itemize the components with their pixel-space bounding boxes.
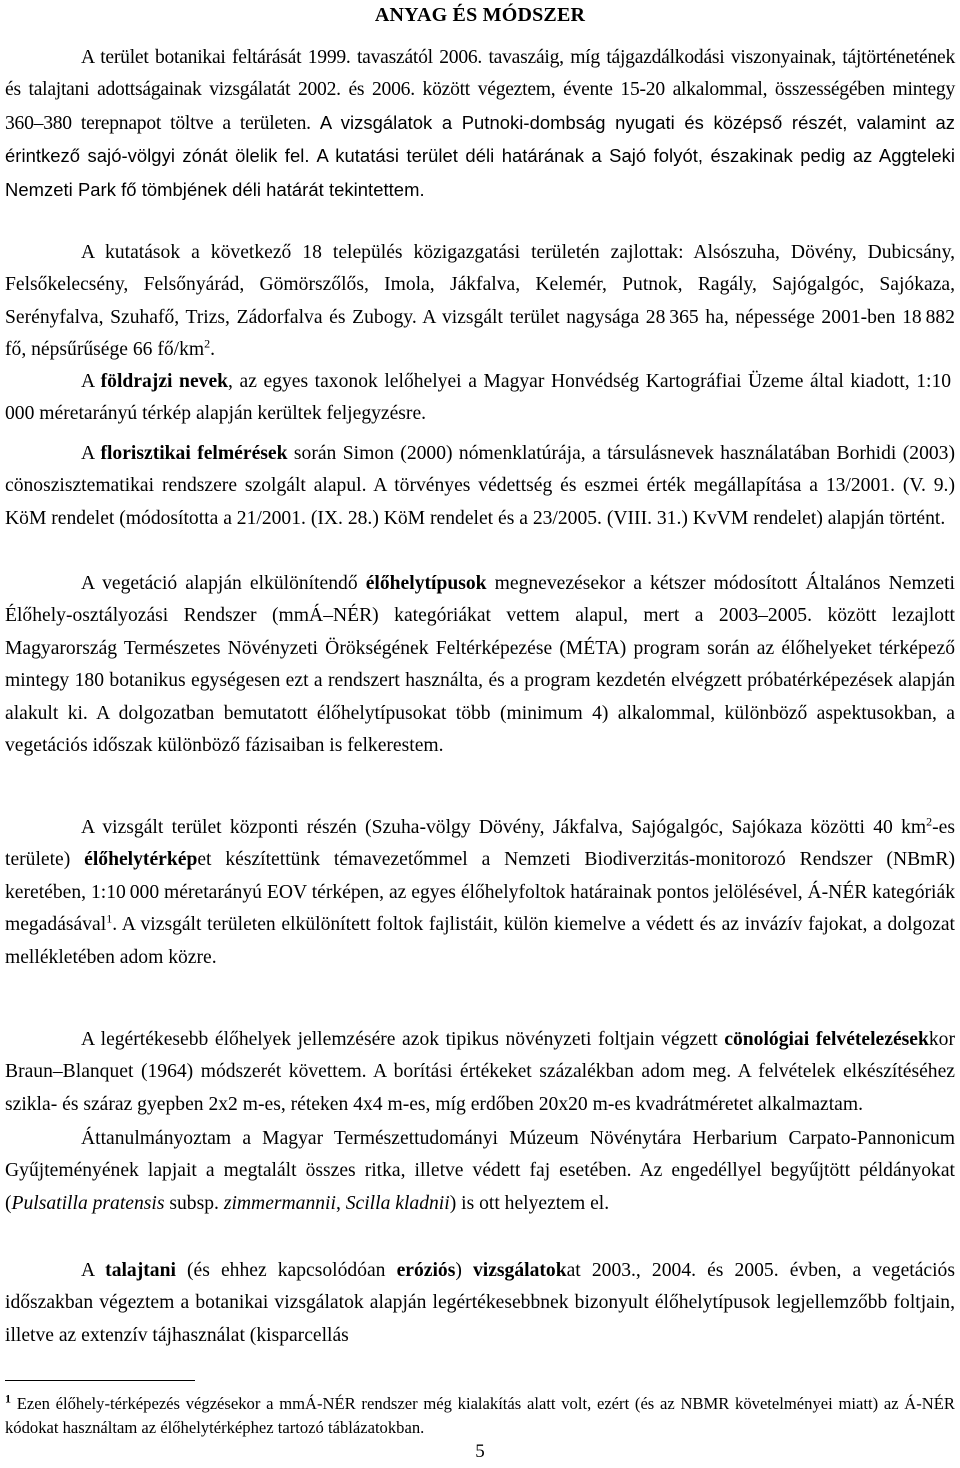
section-heading: ANYAG ÉS MÓDSZER xyxy=(374,4,586,26)
paragraph-text: A kutatások a következő 18 település közigazgatási területén zajlottak: Alsószuha, Dövény, Dubicsány, Felsőkelecsény, Felsőnyárád, Gömörszőlős, Imola, Jákfalva, Kelemér, Putnok, Ragály, Sajógalgóc, Sajókaza, Serényfalva, Szuhafő, Trizs, Zádorfalva és Zubogy. xyxy=(5,242,955,328)
paragraph-text: , xyxy=(335,1192,346,1214)
page-number: 5 xyxy=(475,1441,485,1462)
paragraph-text: Áttanulmányoztam a Magyar Természettudományi Múzeum Növénytára Herbarium Carpato-Pannonicum Gyűjteményének lapjait a megtalált összes ritka, illetve védett faj esetében. Az engedéllyel begyűjtött példányokat ( xyxy=(5,1128,955,1214)
paragraph-text: at 2003., 2004. és 2005. évben, a vegetációs időszakban végeztem a botanikai vizsgálatok alapján legértékesebbnek bizonyult élőhelytípusok legjellemzőbb foltjain, illetve az extenzív tájhasználat (kisparcellás xyxy=(5,1260,955,1346)
paragraph-text: A kutatási terület déli határának a Sajó folyót, északinak pedig az Aggteleki Nemzeti Park fő tömbjének déli határát tekintettem. xyxy=(5,145,955,200)
paragraph-text: A xyxy=(81,443,101,464)
paragraph-text: . xyxy=(210,339,216,361)
bold-term: eróziós xyxy=(396,1260,456,1281)
superscript: 2 xyxy=(926,814,933,829)
paragraph-text: A xyxy=(81,1260,106,1281)
footnote-separator xyxy=(5,1380,195,1381)
superscript: 2 xyxy=(204,336,211,351)
paragraph-habitat-map xyxy=(5,812,955,974)
taxon-name: Pulsatilla pratensis xyxy=(11,1192,165,1214)
paragraph-text: megnevezésekor a kétszer módosított Általános Nemzeti Élőhely-osztályozási Rendszer (mmÁ–NÉR) kategóriákat vettem alapul, mert a 2003–2005. között lezajlott Magyarország Természetes Növényzeti Örökségének Feltérképezése (MÉTA) program során az élőhelyeket térképező mintegy 180 botanikus egységesen ezt a rendszert használta, és a program kezdetén elvégzett próbatérképezések alapján alakult ki. A dolgozatban bemutatott élőhelytípusokat több (minimum 4) alkalommal, különböző aspektusokban, a vegetációs időszak különböző fázisaiban is felkerestem. xyxy=(5,573,955,757)
paragraph-herbarium xyxy=(5,1123,955,1220)
bold-term: cönológiai felvételezések xyxy=(724,1029,929,1050)
paragraph-text: A vizsgálatok a Putnoki-dombság nyugati és középső részét, valamint az érintkező sajó-völgyi zónát ölelik fel. xyxy=(5,111,955,167)
bold-term: földrajzi nevek xyxy=(100,371,229,392)
bold-term: élőhelytérkép xyxy=(84,849,198,871)
taxon-name: Scilla kladnii xyxy=(345,1192,450,1214)
paragraph-text: ) is ott helyeztem el. xyxy=(449,1192,610,1214)
paragraph-habitat-types xyxy=(5,568,955,762)
paragraph-text: A terület botanikai feltárását 1999. tavaszától 2006. tavaszáig, míg tájgazdálkodási viszonyainak, tájtörténetének és talajtani adottságainak vizsgálatát 2002. és 2006. között végeztem, évente 15-20 alkalommal, összességében mintegy 360–380 terepnapot töltve a területen. xyxy=(5,47,955,134)
paragraph-text: kor Braun–Blanquet (1964) módszerét követtem. A borítási értékeket százalékban adom meg. A felvételek elkészítéséhez szikla- és száraz gyepben 2x2 m-es, réteken 4x4 m-es, míg erdőben 20x20 m-es kvadrátméretet alkalmaztam. xyxy=(5,1029,955,1115)
bold-term: florisztikai felmérések xyxy=(100,443,288,464)
paragraph-text: A vizsgált terület központi részén (Szuha-völgy Dövény, Jákfalva, Sajógalgóc, Sajókaza közötti 40 km xyxy=(81,817,927,838)
bold-term: élőhelytípusok xyxy=(365,573,487,594)
paragraph-text: subsp. xyxy=(164,1192,224,1214)
paragraph-text: . A vizsgált területen elkülönített foltok fajlistáit, külön kiemelve a védett és az invázív fajokat, a dolgozat mellékletében adom közre. xyxy=(5,914,955,968)
paragraph-text: A legértékesebb élőhelyek jellemzésére azok tipikus növényzeti foltjain végzett xyxy=(81,1029,725,1050)
footnote-reference[interactable]: 1 xyxy=(106,911,113,926)
paragraph-text: , az egyes taxonok lelőhelyei a Magyar Honvédség Kartográfiai Üzeme által kiadott, 1:10 000 méretarányú térkép alapján kerültek feljegyzésre. xyxy=(5,371,956,425)
paragraph-text: során Simon (2000) nómenklatúrája, a társulásnevek használatában Borhidi (2003) cönoszisztematikai rendszere szolgált alapul. A törvényes védettség és eszmei érték megállapítása a 13/2001. (V. 9.) KöM rendelet (módosította a 21/2001. (IX. 28.) KöM rendelet és a 23/2005. (VIII. 31.) KvVM rendelet) alapján történt. xyxy=(5,443,956,529)
bold-term: talajtani xyxy=(105,1260,176,1281)
paragraph-text: A vizsgált terület nagysága 28 365 ha, népessége 2001-ben 18 882 fő, népsűrűsége 66 fő/km xyxy=(5,306,955,361)
paragraph-text: -es területe) xyxy=(5,817,955,871)
paragraph-geographic-names xyxy=(5,366,955,431)
paragraph-text: (és ehhez kapcsolódóan xyxy=(175,1260,397,1281)
paragraph-floristic-survey xyxy=(5,438,955,535)
bold-term: vizsgálatok xyxy=(472,1260,567,1281)
paragraph-soil-studies xyxy=(5,1255,955,1352)
footnote-text: Ezen élőhely-térképezés végzésekor a mmÁ-NÉR rendszer még kialakítás alatt volt, ezért (és az NBMR követelményei miatt) az Á-NÉR kódokat használtam az élőhelytérképhez tartozó táblázatokban. xyxy=(5,1394,955,1437)
taxon-name: zimmermannii xyxy=(223,1192,336,1214)
footnote-marker: 1 xyxy=(5,1391,11,1406)
paragraph-text: ) xyxy=(455,1260,473,1281)
paragraph-text: et készítettünk témavezetőmmel a Nemzeti Biodiverzitás-monitorozó Rendszer (NBmR) keretében, 1:10 000 méretarányú EOV térképen, az egyes élőhelyfoltok határainak pontos jelölésével, Á-NÉR kategóriák megadásával xyxy=(5,849,955,936)
paragraph-settlements xyxy=(5,237,955,367)
paragraph-coenological-relevés xyxy=(5,1024,955,1121)
footnote xyxy=(5,1392,955,1440)
paragraph-text: A xyxy=(81,371,101,392)
paragraph-text: A vegetáció alapján elkülönítendő xyxy=(81,573,366,594)
paragraph-study-period xyxy=(5,42,955,207)
